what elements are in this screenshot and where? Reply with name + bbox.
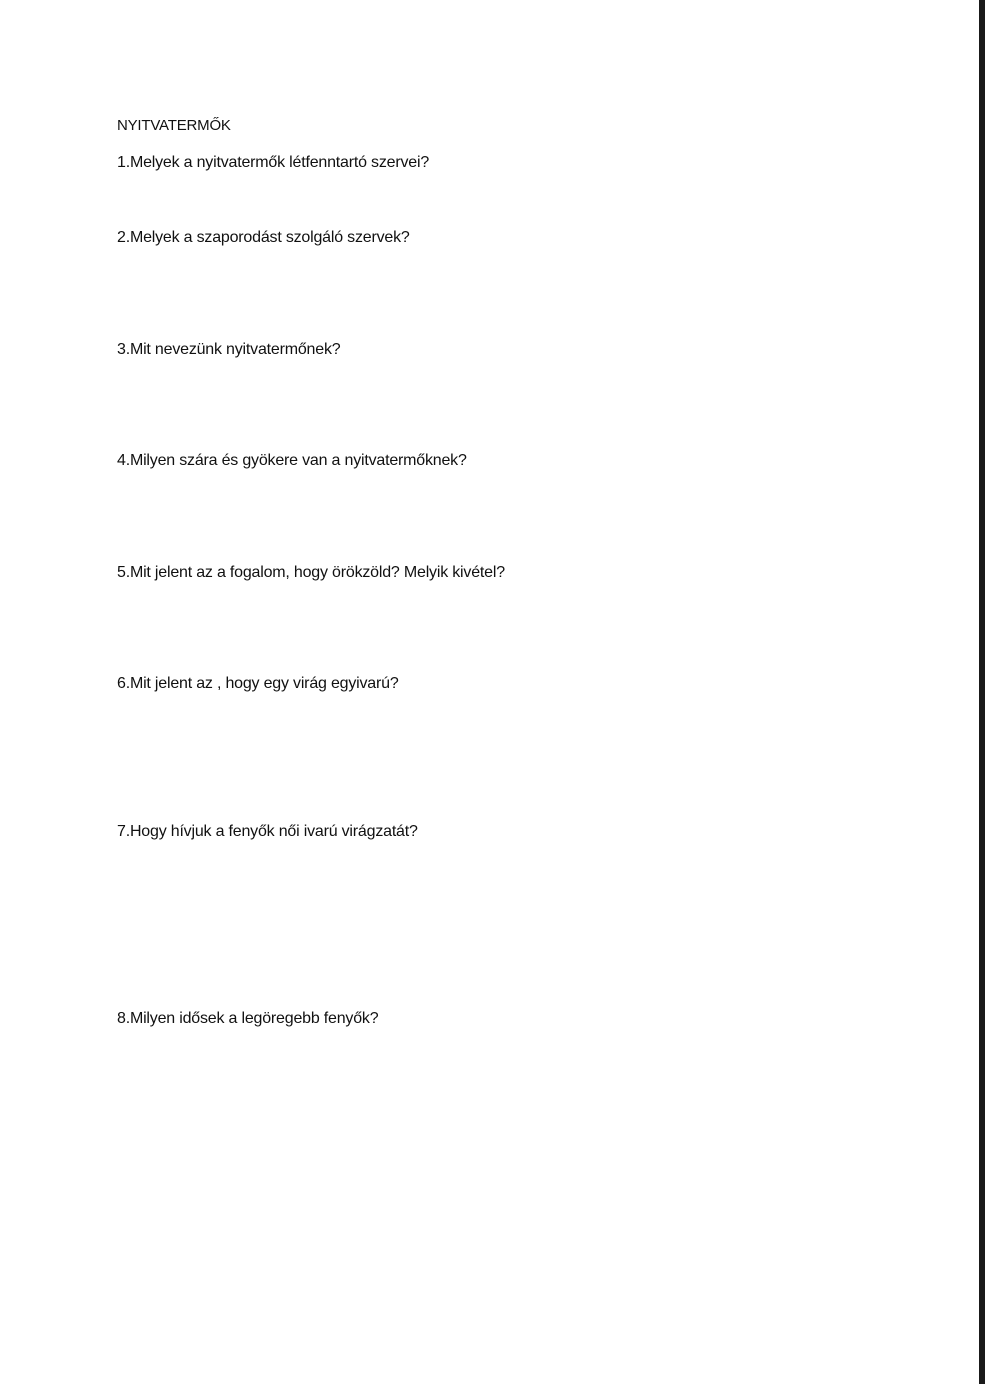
question-8: 8.Milyen idősek a legöregebb fenyők? xyxy=(117,1010,379,1027)
question-1: 1.Melyek a nyitvatermők létfenntartó szervei? xyxy=(117,154,430,171)
question-7: 7.Hogy hívjuk a fenyők női ivarú virágzatát? xyxy=(117,823,418,840)
question-3: 3.Mit nevezünk nyitvatermőnek? xyxy=(117,341,341,358)
page-edge-border xyxy=(979,0,985,1384)
question-6: 6.Mit jelent az , hogy egy virág egyivarú? xyxy=(117,675,399,692)
question-4: 4.Milyen szára és gyökere van a nyitvatermőknek? xyxy=(117,452,467,469)
question-5: 5.Mit jelent az a fogalom, hogy örökzöld? Melyik kivétel? xyxy=(117,564,505,581)
question-2: 2.Melyek a szaporodást szolgáló szervek? xyxy=(117,229,410,246)
document-title: NYITVATERMŐK xyxy=(117,117,231,134)
